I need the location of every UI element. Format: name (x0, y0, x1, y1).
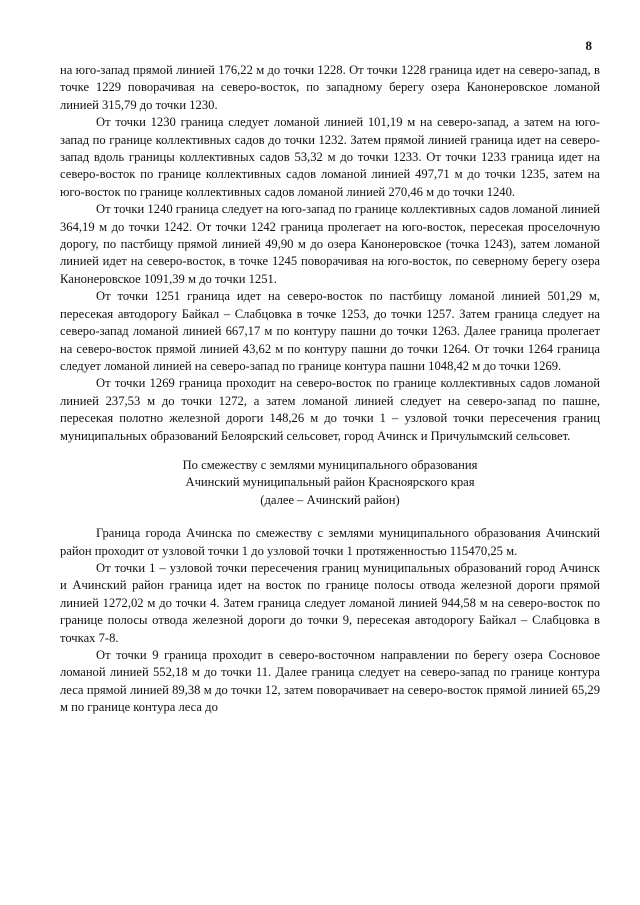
section-heading (60, 457, 600, 509)
paragraph: на юго-запад прямой линией 176,22 м до точки 1228. От точки 1228 граница идет на северо-запад, в точке 1229 поворачивая на северо-восток, по западному берегу озера Канонеровское ломаной линией 315,79 до точки 1230. (60, 63, 600, 112)
paragraph: Граница города Ачинска по смежеству с землями муниципального образования Ачинский район проходит от узловой точки 1 до узловой точки 1 протяженностью 115470,25 м. (60, 526, 600, 558)
paragraph: От точки 1251 граница идет на северо-восток по пастбищу ломаной линией 501,29 м, пересекая автодорогу Байкал – Слабцовка в точке 1253, до точки 1257. Затем граница следует на северо-запад ломаной линией 667,17 м по контуру пашни до точки 1263. Далее граница пролегает на северо-восток прямой линией 43,62 м по контуру пашни до точки 1264. От точки 1264 граница следует ломаной линией на северо-запад по границе контура пашни 1048,42 м до точки 1269. (60, 289, 600, 373)
section-heading-line: По смежеству с землями муниципального образования (182, 457, 478, 472)
section-heading-line: (далее – Ачинский район) (260, 492, 400, 507)
page-number: 8 (585, 38, 592, 53)
paragraph: От точки 1269 граница проходит на северо-восток по границе коллективных садов ломаной линией 237,53 м до точки 1272, а затем ломаной линией следует на северо-запад по пашне, пересекая полотно железной дороги 148,26 м до точки 1 – узловой точки пересечения границ муниципальных образований Белоярский сельсовет, город Ачинск и Причулымский сельсовет. (60, 376, 600, 443)
section-heading-line: Ачинский муниципальный район Красноярского края (185, 475, 475, 490)
paragraph: От точки 1230 граница следует ломаной линией 101,19 м на северо-запад, а затем на юго-запад по границе коллективных садов до точки 1232. Затем прямой линией граница идет на северо-запад вдоль границы коллективных садов 53,32 м до точки 1233. От точки 1233 граница идет на северо-восток по границе коллективных садов ломаной линией 497,71 м до точки 1235, затем на юго-восток по границе коллективных садов ломаной линией 270,46 м до точки 1240. (60, 115, 600, 199)
paragraph: От точки 1240 граница следует на юго-запад по границе коллективных садов ломаной линией 364,19 м до точки 1242. От точки 1242 граница пролегает на юго-восток, пересекая проселочную дорогу, по пастбищу прямой линией 49,90 м до озера Канонеровское (точка 1243), затем ломаной линией идет на северо-восток, в точке 1245 поворачивая на юго-восток, по северному берегу озера Канонеровское 1091,39 м до точки 1251. (60, 202, 600, 286)
document-body (60, 62, 600, 717)
paragraph: От точки 1 – узловой точки пересечения границ муниципальных образований город Ачинск и Ачинский район граница идет на восток по границе полосы отвода железной дороги прямой линией 1272,02 м до точки 4. Затем граница следует ломаной линией 944,58 м на северо-восток по границе полосы отвода железной дороги до точки 9, пересекая автодорогу Байкал – Слабцовка в точках 7-8. (60, 560, 600, 645)
paragraph: От точки 9 граница проходит в северо-восточном направлении по берегу озера Сосновое ломаной линией 552,18 м до точки 11. Далее граница следует на северо-запад по границе контура леса прямой линией 89,38 м до точки 12, затем поворачивает на северо-восток прямой линией 65,29 м по границе контура леса до (60, 648, 600, 715)
